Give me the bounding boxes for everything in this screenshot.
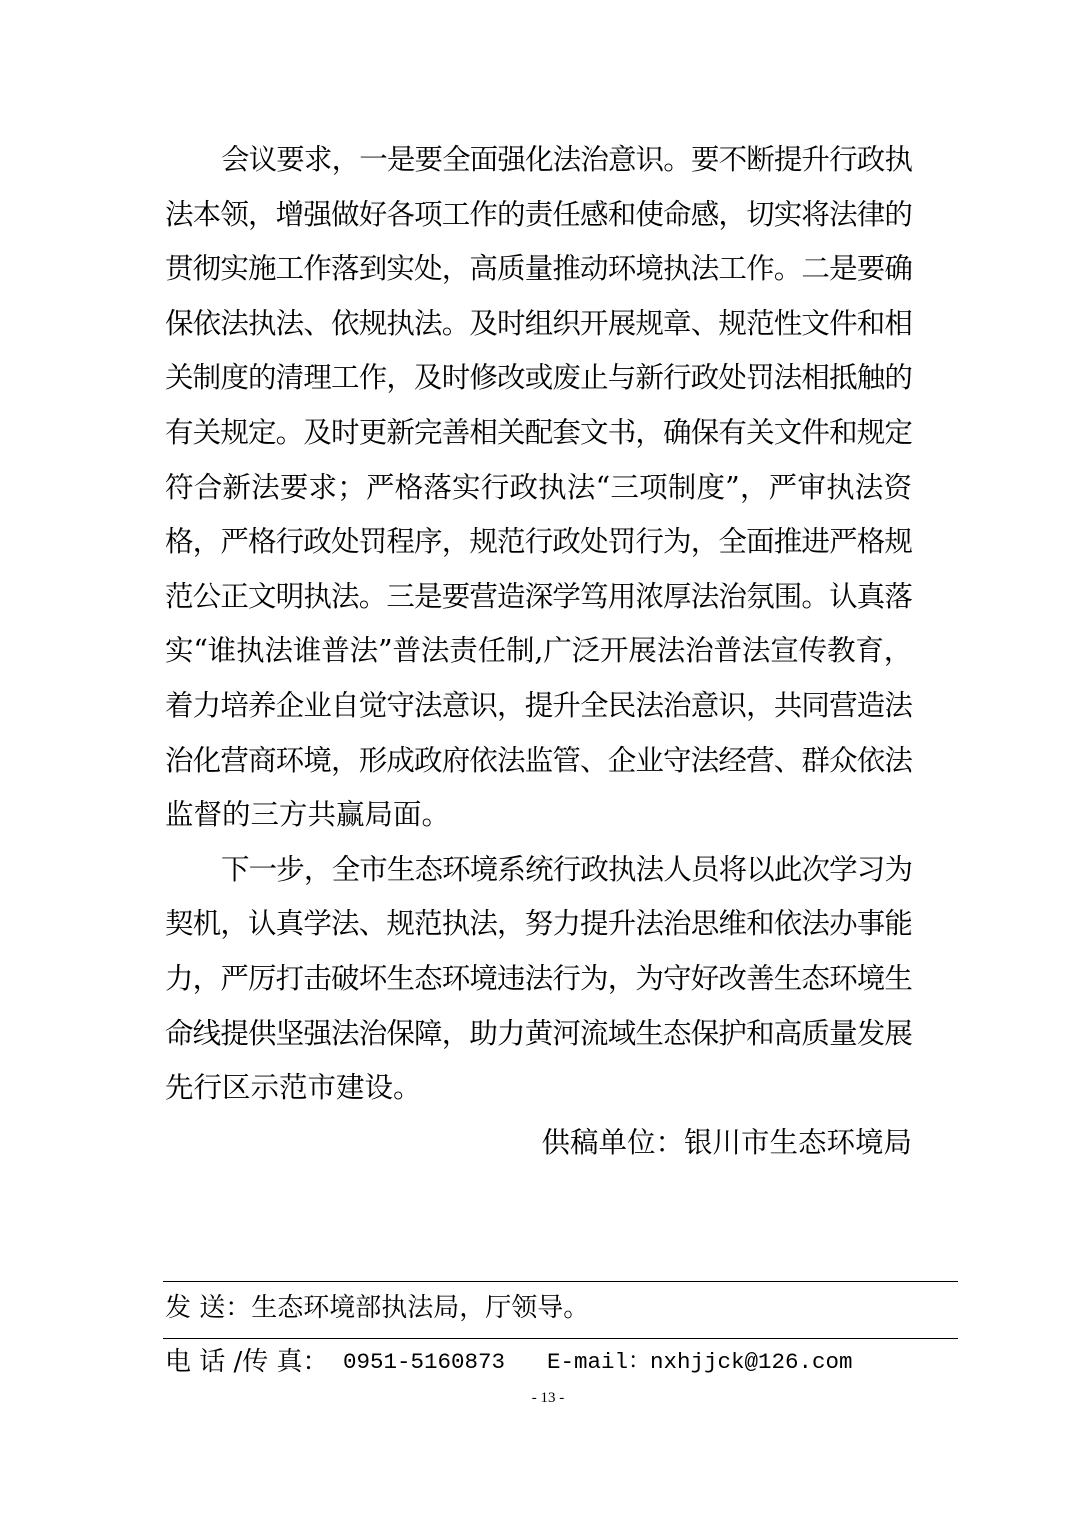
body-text [165, 133, 912, 1170]
text-line: 范公正文明执法。三是要营造深学笃用浓厚法治氛围。认真落 [165, 579, 912, 613]
text-line: 治化营商环境，形成政府依法监管、企业守法经营、群众依法 [165, 743, 912, 777]
text-line: 力，严厉打击破坏生态环境违法行为，为守好改善生态环境生 [165, 961, 912, 995]
email-address: nxhjjck@126.com [650, 1349, 853, 1375]
text-line: 着力培养企业自觉守法意识，提升全民法治意识，共同营造法 [165, 688, 912, 722]
text-line: 格，严格行政处罚程序，规范行政处罚行为，全面推进严格规 [165, 525, 912, 559]
text-line: 符合新法要求；严格落实行政执法“三项制度”，严审执法资 [165, 470, 912, 504]
text-line: 关制度的清理工作，及时修改或废止与新行政处罚法相抵触的 [165, 361, 912, 395]
paragraph [165, 133, 912, 843]
text-line: 命线提供坚强法治保障，助力黄河流域生态保护和高质量发展 [165, 1016, 912, 1050]
text-line: 法本领，增强做好各项工作的责任感和使命感，切实将法律的 [165, 197, 912, 231]
source-signature: 供稿单位：银川市生态环境局 [541, 1125, 912, 1159]
distribution-line: 发 送：生态环境部执法局，厅领导。 [165, 1293, 590, 1323]
text-line: 会议要求，一是要全面强化法治意识。要不断提升行政执 [221, 143, 912, 176]
text-line: 先行区示范市建设。 [165, 1071, 422, 1105]
email-label: E-mail： [547, 1349, 651, 1375]
page-number: - 13 - [531, 1390, 565, 1406]
text-line: 有关规定。及时更新完善相关配套文书，确保有关文件和规定 [165, 415, 912, 449]
text-line: 下一步，全市生态环境系统行政执法人员将以此次学习为 [221, 852, 912, 886]
text-line: 保依法执法、依规执法。及时组织开展规章、规范性文件和相 [165, 306, 912, 340]
paragraph [165, 843, 912, 1116]
text-line: 监督的三方共赢局面。 [165, 798, 451, 832]
footer-rule-bottom [163, 1338, 958, 1339]
text-line: 实“谁执法谁普法”普法责任制,广泛开展法治普法宣传教育， [165, 634, 912, 668]
contact-label: 电 话 /传 真： [165, 1347, 329, 1377]
phone-number: 0951-5160873 [343, 1349, 506, 1375]
text-line: 契机，认真学法、规范执法，努力提升法治思维和依法办事能 [165, 907, 912, 941]
text-line: 贯彻实施工作落到实处，高质量推动环境执法工作。二是要确 [165, 252, 912, 286]
footer-rule-top [163, 1281, 958, 1282]
